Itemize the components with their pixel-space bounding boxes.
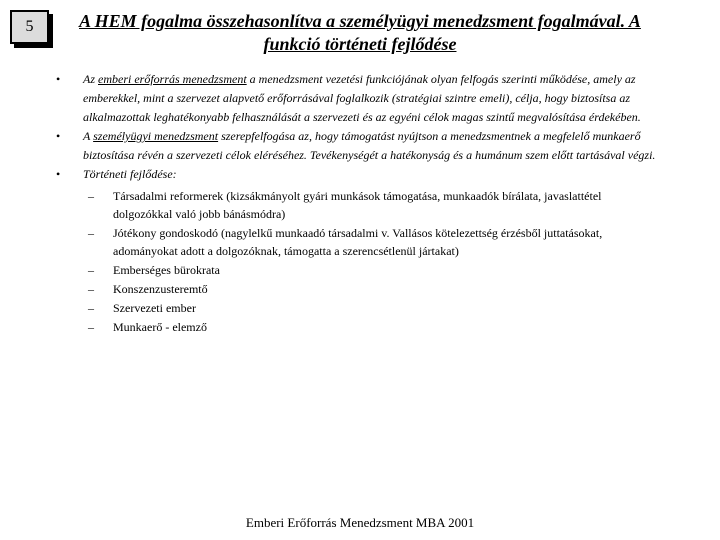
list-item-text: Jótékony gondoskodó (nagylelkű munkaadó társadalmi v. Vallásos kötelezettség érzésből juttatásokat, adományokat adott a dolgozóknak, támogatta a szerencsétlenül jártakat)	[113, 226, 603, 258]
bullet-dot-icon: •	[56, 129, 61, 143]
slide-number: 5	[25, 18, 34, 35]
list-item	[88, 224, 660, 260]
slide-footer: Emberi Erőforrás Menedzsment MBA 2001	[245, 515, 475, 530]
bullet-term: személyügyi menedzsment	[93, 129, 219, 143]
dash-icon: –	[88, 282, 94, 296]
bullet-text: szerepfelfogása az, hogy támogatást nyújtson a menedzsmentnek a megfelelő munkaerő biztosítása révén a szervezeti célok eléréséhez. Tevékenységét a hatékonyság és a humánum szem előtt tartásával végzi.	[83, 129, 656, 162]
bullet-hem-definition	[50, 70, 660, 127]
bullet-text: a menedzsment vezetési funkciójának olyan felfogás szerinti működése, amely az emberekkel, mint a szervezet alapvető erőforrásával foglalkozik (stratégiai szintre emeli), célja, hogy biztosítsa az alkalmazottak leghatékonyabb felhasználását a szervezeti és az egyéni célok magas szintű megvalósítása érdekében.	[83, 72, 641, 124]
bullet-term: emberi erőforrás menedzsment	[98, 72, 247, 86]
dash-icon: –	[88, 320, 94, 334]
dash-icon: –	[88, 189, 94, 203]
dash-icon: –	[88, 301, 94, 315]
list-item	[88, 187, 660, 223]
list-item-text: Munkaerő - elemző	[113, 320, 207, 334]
dash-icon: –	[88, 263, 94, 277]
bullet-personnel-definition	[50, 127, 660, 165]
bullet-lead: Az	[83, 72, 98, 86]
bullet-history-heading	[50, 165, 660, 184]
bullet-lead: A	[83, 129, 94, 143]
list-item-text: Emberséges bürokrata	[113, 263, 220, 277]
list-item-text: Konszenzusteremtő	[113, 282, 208, 296]
list-item-text: Szervezeti ember	[113, 301, 196, 315]
list-item	[88, 318, 660, 336]
slide-title: A HEM fogalma összehasonlítva a személyügyi menedzsment fogalmával. A funkció történeti fejlődése	[79, 11, 641, 54]
slide-number-box	[10, 10, 49, 44]
list-item	[88, 261, 660, 279]
dash-icon: –	[88, 226, 94, 240]
list-item-text: Társadalmi reformerek (kizsákmányolt gyári munkások támogatása, munkaadók bírálata, javaslattétel dolgozókkal való jobb bánásmódra)	[113, 189, 602, 221]
history-list	[50, 187, 660, 336]
slide-content	[50, 70, 660, 337]
bullet-dot-icon: •	[56, 72, 61, 86]
list-item	[88, 299, 660, 317]
bullet-text: Történeti fejlődése:	[83, 167, 177, 181]
list-item	[88, 280, 660, 298]
bullet-dot-icon: •	[56, 167, 61, 181]
